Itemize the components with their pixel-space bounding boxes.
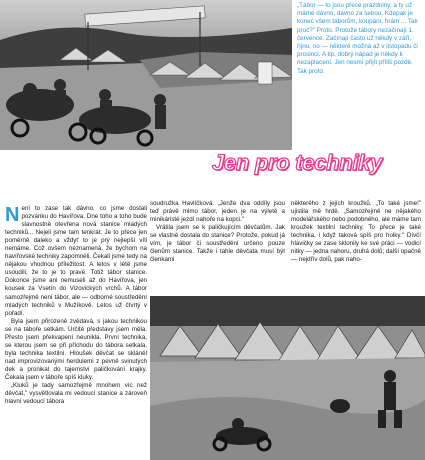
intro-text: „Tábor — to jsou přece prázdniny, a ty už máme dávno, dávno za sebou. Kdepak je konec všem táborům, koupání, hrám ... Tak proč?" Proto. Protože tábory nezačínají 1. července. Začínají často už někdy v září, říjnu, no — některé možná až v listopadu či prosinci. A tip, dobrý nápad je někdy k nezaplacení. Jen nesmí přijít příliš pozdě. Tak proto. xyxy=(297,2,418,75)
article-column-1 xyxy=(5,205,147,459)
column-3-paragraph-1: některého z jejích kroužků. „To také jsme!" ujistila mě hrdě. „Samozřejmě ne nějakého modelářského nebo podobného, ale máme tam kroužek textilní techniky. To přece je také technika, i když taková spíš pro holky." Dívčí hlavičky se zase sklonily ke své práci — vodicí nitky — jedna nahoru, druhá dolů; další opačně — nejdřív dolů, pak naho- xyxy=(291,200,421,264)
column-2-paragraph-1: soudružka Havlíčková. „Jenže dva oddíly jsou teď právě mimo tábor, jeden je na výletě a minikáristé jezdí nahoře na kopci." xyxy=(150,200,285,224)
intro-sidebar xyxy=(297,2,423,98)
column-1-paragraph-3: „Kluků je tady samozřejmě mnohem víc než děvčat," vysvětlovala mi vedoucí stanice a zároveň hlavní vedoucí tábora xyxy=(5,382,147,406)
article-headline: Jen pro techniky xyxy=(212,150,383,175)
column-1-paragraph-1: ení to zase tak dávno, co jsme dostali pozvánku do Havířova. Dne toho a toho bude slavnostně otevřena nová stanice mladých techniků... Nejeli jsme tam tenkrát. Je to přece jen poměrně daleko a vždyť to je prý nejlepší víli nemáme. Což ovšem neznamená, že bychom na havířovské techniky zapomněli. Čekali jsme tedy na nějakou vhodnou příležitost. A letos v létě jsme usoudili, že to je to pravé. Totiž tábor stanice. Dokonce jsme ani nemuseli až do Havířova, jen kousek za Vsetín do Vizovických vrchů. A tábor samozřejmě není tábor, ale — odborné soustředění mladých techniků v Mužíkově. Letos už čtvrtý v pořadí. xyxy=(5,205,147,317)
photo-camp-karts xyxy=(0,0,292,150)
column-2-paragraph-2: Vrátila jsem se k paličkujícím děvčatům. Jak se vlastně dostala do stanice? Protože, pokud já vím, je tábor či soustředění určeno pouze členům stanice. Takže i tahle děvčata musí být členkami xyxy=(150,224,285,264)
photo-tents-minikart xyxy=(150,296,425,460)
article-column-3 xyxy=(291,200,421,294)
column-1-paragraph-2: Byla jsem přirozeně zvědavá, s jakou technikou se na táboře setkám. Určitě představy jsem měla. Přesto jsem překvapení neunikla. První technika, se kterou jsem se při příchodu do tábora setkala, byla technika textilní. Hloušek děvčat se skláněl nad improvizovanými herdulemi z pevně svinutých dek a pronikal do tajemství paličkování krajky. Čekala jsem v táboře spíš kluky. xyxy=(5,317,147,381)
article-column-2 xyxy=(150,200,285,294)
drop-cap: N xyxy=(5,204,20,226)
